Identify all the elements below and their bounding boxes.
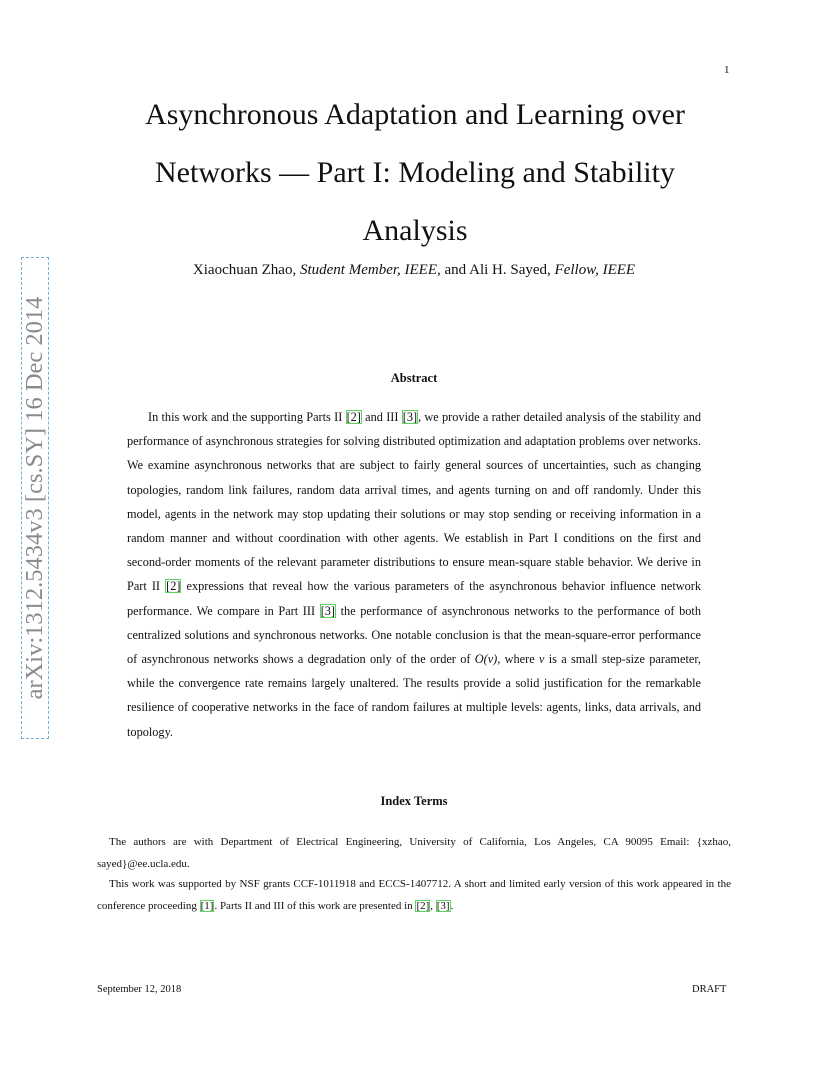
author-1-name: Xiaochuan Zhao, — [192, 262, 297, 278]
citation-link-3[interactable]: [3] — [320, 603, 336, 618]
footnote-end: . — [450, 899, 454, 912]
arxiv-identifier: arXiv:1312.5434v3 [cs.SY] 16 Dec 2014 — [21, 296, 48, 700]
page-number: 1 — [724, 64, 730, 76]
footnote-text-1: This work was supported by NSF grants CCF-1011918 and ECCS-1407712. A short and limited early version of this work appeared in the conference proceeding — [97, 878, 731, 912]
footer-date: September 12, 2018 — [97, 984, 182, 995]
abstract-heading: Abstract — [390, 371, 438, 385]
footer-draft-label: DRAFT — [692, 984, 727, 995]
math-big-o: O(ν) — [474, 652, 498, 667]
footnote-affiliation: The authors are with Department of Electrical Engineering, University of California, Los Angeles, CA 90095 Email: {xzhao, sayed}@ee.ucla.edu. — [97, 836, 731, 870]
author-2-role: Fellow, IEEE — [554, 262, 636, 278]
math-nu: ν — [539, 652, 545, 667]
abstract-text-4: expressions that reveal how the various parameters of the asynchronous behavior influence network performance. We compare in Part III — [127, 579, 702, 618]
citation-link-2[interactable]: [2] — [416, 899, 430, 912]
footnote-text-2: . Parts II and III of this work are presented in — [214, 899, 413, 912]
citation-link-3[interactable]: [3] — [436, 899, 450, 912]
author-2-name: Ali H. Sayed, — [469, 262, 551, 278]
abstract-text-7: is a small step-size parameter, while the convergence rate remains largely unaltered. The results provide a solid justification for the remarkable resilience of cooperative networks in the face of random failures at multiple levels: agents, links, data arrivals, and topology. — [127, 652, 701, 739]
author-1-role: Student Member, IEEE, — [299, 262, 441, 278]
citation-link-2[interactable]: [2] — [346, 410, 361, 424]
abstract-text-5: the performance of asynchronous networks to the performance of both centralized solutions and synchronous networks. One notable conclusion is that the mean-square-error performance of asynchronous networks shows a degradation only of the order of — [127, 603, 701, 667]
abstract-body — [127, 405, 701, 744]
author-conjunction: and — [444, 262, 467, 278]
citation-link-2[interactable]: [2] — [166, 579, 181, 594]
footnote-funding — [97, 874, 731, 917]
abstract-text-6: , where — [497, 652, 535, 667]
abstract-text-2: and III — [365, 410, 399, 424]
abstract-text-1: In this work and the supporting Parts II — [148, 410, 343, 424]
citation-link-1[interactable]: [1] — [200, 899, 214, 912]
arxiv-side-stamp[interactable] — [22, 258, 48, 738]
author-line — [100, 262, 728, 279]
abstract-text-3: , we provide a rather detailed analysis of the stability and performance of asynchronous strategies for solving distributed optimization and adaptation problems over networks. We examine asynchronous networks that are subject to fairly general sources of uncertainties, such as changing topologies, random link failures, random data arrival times, and agents turning on and off randomly. Under this model, agents in the network may stop updating their solutions or may stop sending or receiving information in a random manner and without coordination with other agents. We establish in Part I conditions on the first and second-order moments of the relevant parameter distributions to ensure mean-square stable behavior. We derive in Part II — [127, 410, 702, 594]
paper-title: Asynchronous Adaptation and Learning over Networks — Part I: Modeling and Stability Analysis — [145, 98, 685, 247]
index-terms-heading: Index Terms — [380, 794, 448, 808]
footnote-separator: , — [430, 899, 434, 912]
citation-link-3[interactable]: [3] — [402, 410, 418, 424]
